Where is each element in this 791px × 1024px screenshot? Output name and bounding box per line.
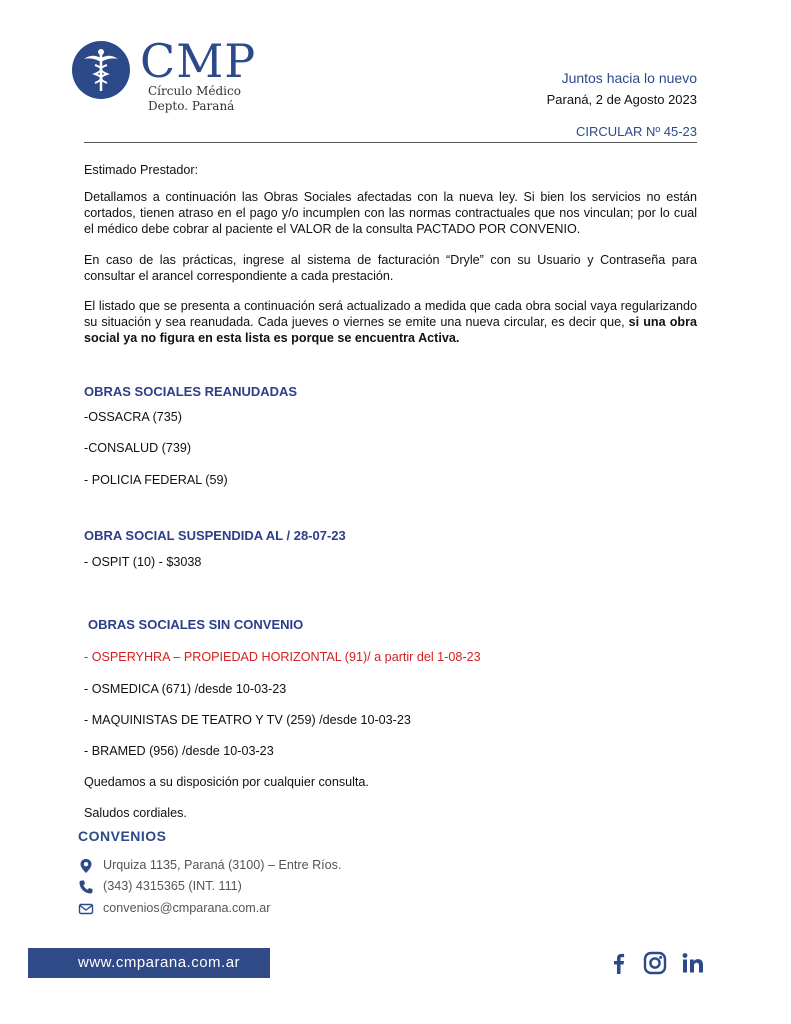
- document-date: Paraná, 2 de Agosto 2023: [546, 92, 697, 107]
- paragraph-3-text: El listado que se presenta a continuación será actualizado a medida que cada obra social vaya regularizando su situación y sea reanudada. Cada jueves o viernes se emite una nueva circular, es decir que,: [84, 299, 697, 329]
- caduceus-icon: [72, 41, 130, 99]
- website-link[interactable]: www.cmparana.com.ar: [28, 948, 270, 978]
- list-item: - OSMEDICA (671) /desde 10-03-23: [84, 682, 287, 696]
- location-pin-icon: [78, 858, 94, 874]
- list-item: - BRAMED (956) /desde 10-03-23: [84, 744, 274, 758]
- list-item: - OSPIT (10) - $3038: [84, 555, 202, 569]
- phone-icon: [78, 879, 94, 895]
- logo-sub-line1: Círculo Médico: [148, 84, 241, 98]
- closing-salutation: Saludos cordiales.: [84, 806, 187, 820]
- paragraph-3: [84, 298, 697, 346]
- circular-number: CIRCULAR Nº 45-23: [575, 124, 697, 139]
- greeting: Estimado Prestador:: [84, 163, 199, 177]
- section-title-suspendida: OBRA SOCIAL SUSPENDIDA AL / 28-07-23: [84, 528, 346, 543]
- convenios-title: CONVENIOS: [78, 828, 167, 844]
- linkedin-icon[interactable]: [680, 950, 706, 976]
- section-title-sin-convenio: OBRAS SOCIALES SIN CONVENIO: [88, 617, 304, 632]
- closing-line: Quedamos a su disposición por cualquier consulta.: [84, 775, 369, 789]
- list-item: - POLICIA FEDERAL (59): [84, 473, 228, 487]
- list-item: - MAQUINISTAS DE TEATRO Y TV (259) /desde 10-03-23: [84, 713, 411, 727]
- slogan: Juntos hacia lo nuevo: [561, 70, 697, 86]
- list-item: -OSSACRA (735): [84, 410, 182, 424]
- section-title-reanudadas: OBRAS SOCIALES REANUDADAS: [84, 384, 298, 399]
- address: Urquiza 1135, Paraná (3100) – Entre Ríos.: [103, 858, 342, 872]
- email-icon: [78, 901, 94, 917]
- logo-subtitle: [148, 84, 241, 114]
- paragraph-3-bold: si una obra social ya no figura en esta lista es porque se encuentra Activa.: [84, 315, 697, 345]
- header-divider: [84, 142, 697, 143]
- logo-emblem: [72, 41, 130, 99]
- instagram-icon[interactable]: [642, 950, 668, 976]
- logo-sub-line2: Depto. Paraná: [148, 99, 235, 113]
- facebook-icon[interactable]: [606, 950, 632, 976]
- list-item-alert: - OSPERYHRA – PROPIEDAD HORIZONTAL (91)/ a partir del 1-08-23: [84, 650, 481, 664]
- list-item: -CONSALUD (739): [84, 441, 192, 455]
- logo-text: CMP: [140, 34, 257, 88]
- email-link[interactable]: convenios@cmparana.com.ar: [103, 901, 271, 915]
- phone: (343) 4315365 (INT. 111): [103, 879, 242, 893]
- paragraph-1: Detallamos a continuación las Obras Sociales afectadas con la nueva ley. Si bien los servicios no están cortados, tienen atraso en el pago y/o incumplen con las normas contractuales que nos vinculan; por lo cual el médico debe cobrar al paciente el VALOR de la consulta PACTADO POR CONVENIO.: [84, 190, 697, 236]
- paragraph-2: En caso de las prácticas, ingrese al sistema de facturación “Dryle” con su Usuario y Contraseña para consultar el arancel correspondiente a cada prestación.: [84, 253, 697, 283]
